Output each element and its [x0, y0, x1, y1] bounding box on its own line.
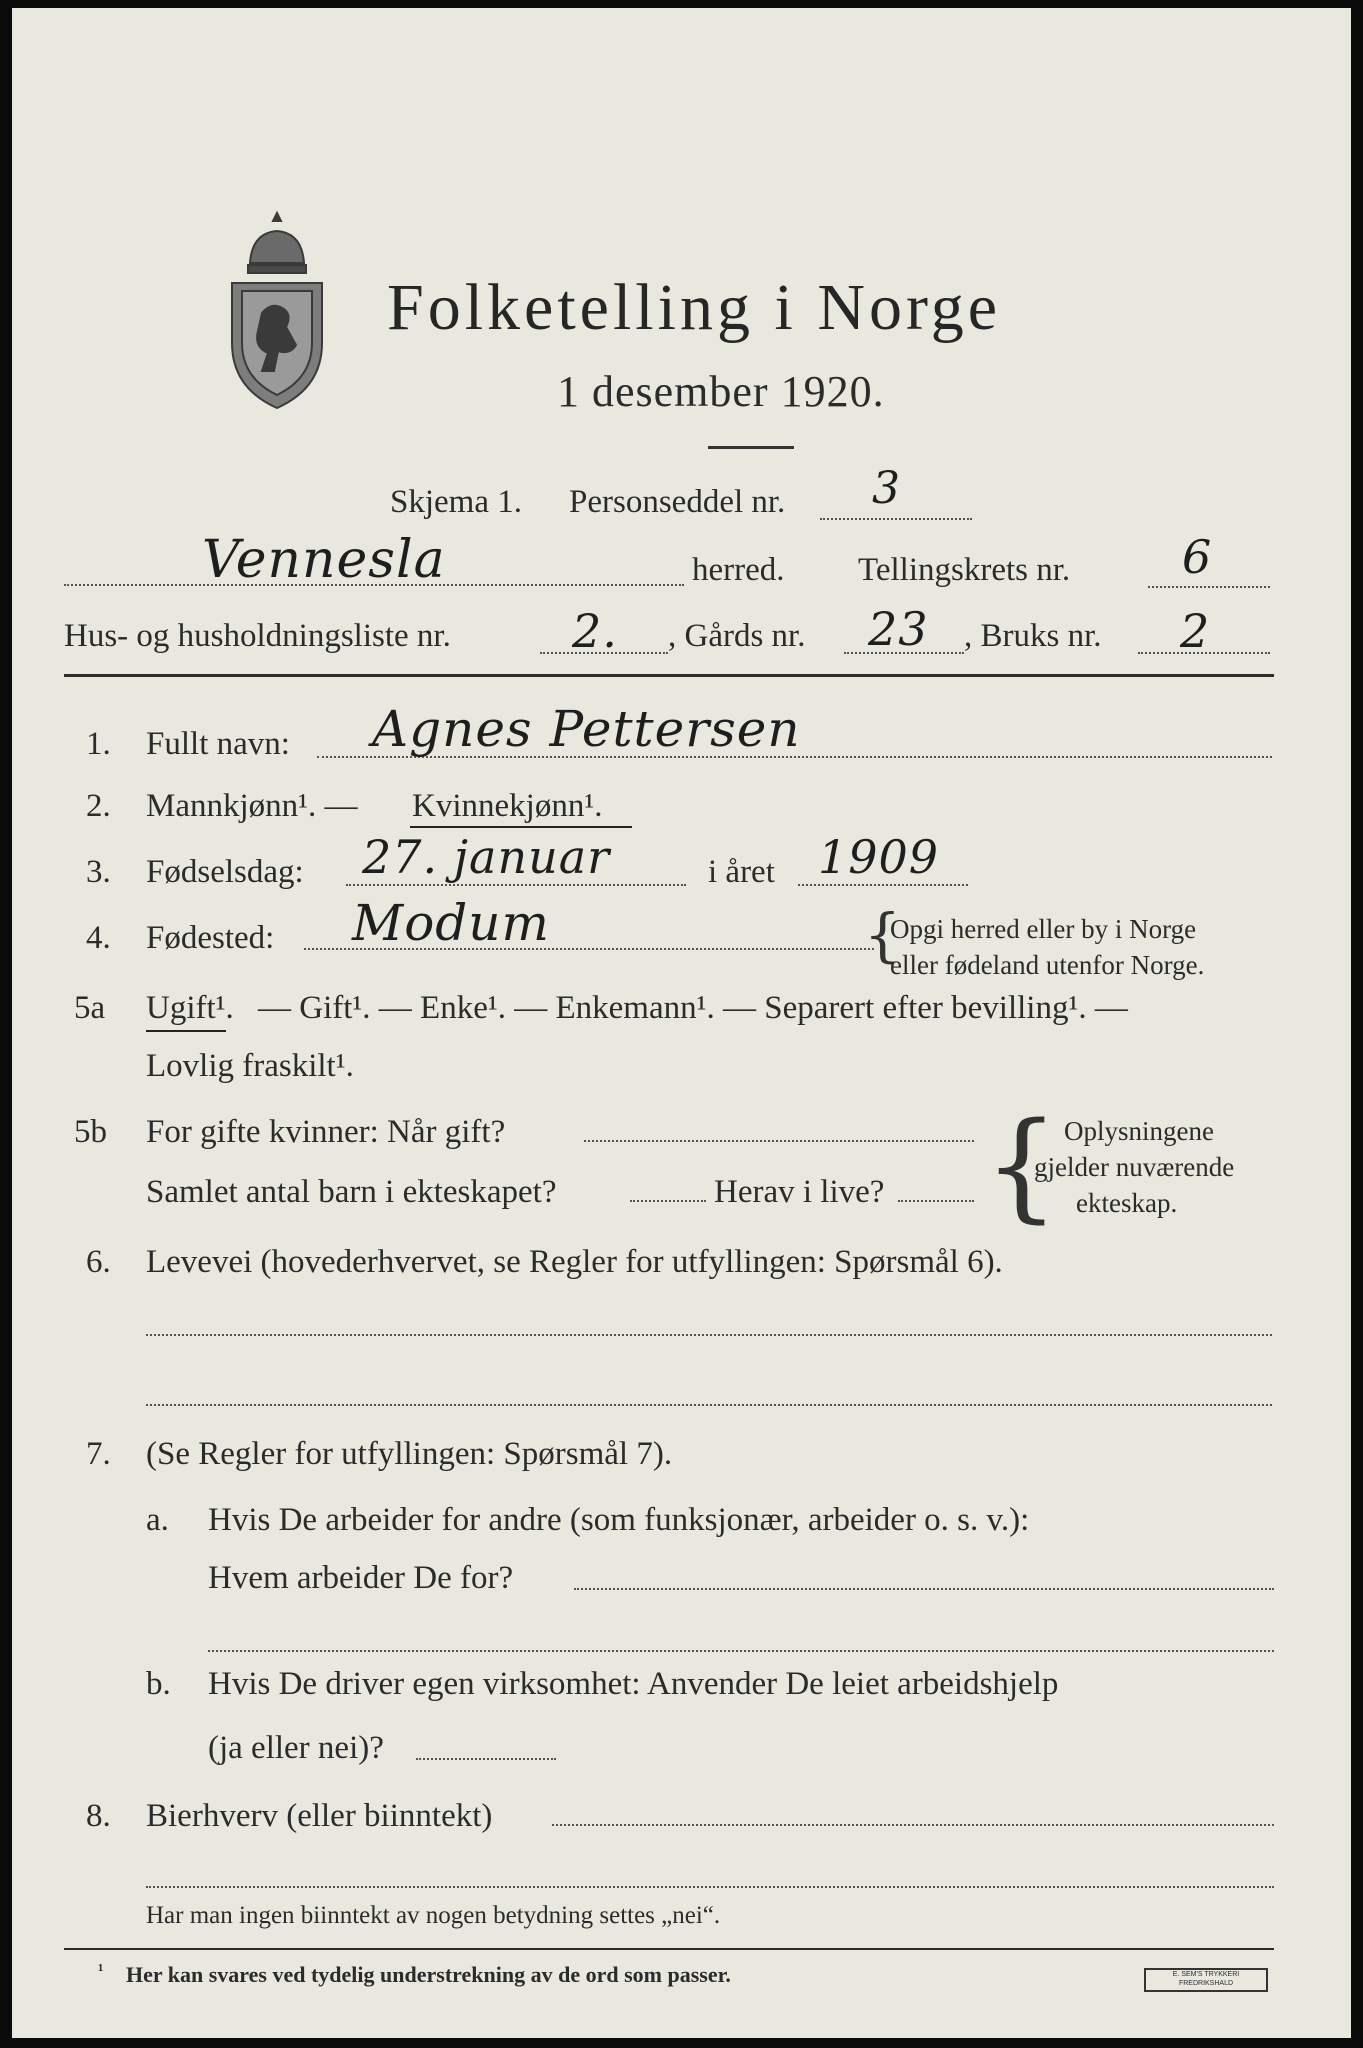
tellingskrets-label: Tellingskrets nr.: [858, 552, 1071, 588]
q4-note-line2: eller fødeland utenfor Norge.: [890, 950, 1205, 980]
alive-line: [898, 1200, 974, 1202]
q7a-letter: a.: [146, 1502, 169, 1538]
q2-number: 2.: [86, 788, 111, 824]
footer-note: Har man ingen biinntekt av nogen betydning settes „nei“.: [146, 1902, 721, 1929]
occupation-line1[interactable]: [146, 1334, 1272, 1336]
q4-number: 4.: [86, 920, 111, 956]
q1-label: Fullt navn:: [146, 726, 290, 762]
year-label: i året: [708, 854, 775, 890]
side-income-line2[interactable]: [146, 1886, 1274, 1888]
birthday-value[interactable]: 27. januar: [362, 830, 611, 884]
form-title: Folketelling i Norge: [387, 271, 1002, 344]
q7b-line1: Hvis De driver egen virksomhet: Anvender De leiet arbeidshjelp: [208, 1666, 1059, 1702]
q8-label: Bierhverv (eller biinntekt): [146, 1798, 493, 1834]
female-option[interactable]: Kvinnekjønn¹.: [412, 788, 603, 824]
unmarried-underline: [146, 1030, 226, 1032]
footer-rule: [64, 1948, 1274, 1950]
gards-value[interactable]: 23: [868, 602, 929, 656]
children-line: [630, 1200, 706, 1202]
q4-note-line1: Opgi herred eller by i Norge: [890, 914, 1197, 944]
husholdning-value[interactable]: 2.: [572, 604, 618, 658]
schema-label: Skjema 1.: [390, 484, 522, 520]
census-date: 1 desember 1920.: [557, 367, 885, 416]
census-form-page: [12, 8, 1351, 2038]
bruks-label: , Bruks nr.: [964, 618, 1102, 654]
personseddel-line: [820, 518, 972, 520]
q6-label: Levevei (hovederhvervet, se Regler for utfyllingen: Spørsmål 6).: [146, 1244, 1003, 1280]
title-divider: [708, 446, 794, 449]
q4-label: Fødested:: [146, 920, 275, 956]
marital-options[interactable]: — Gift¹. — Enke¹. — Enkemann¹. — Separert efter bevilling¹. —: [258, 990, 1128, 1026]
q3-number: 3.: [86, 854, 111, 890]
q5b-note-line3: ekteskap.: [1076, 1188, 1178, 1218]
q7a-line2: Hvem arbeider De for?: [208, 1560, 514, 1596]
footnote-mark: ¹: [98, 1960, 104, 1980]
tellingskrets-line: [1148, 586, 1270, 588]
bleed-through-text: [322, 108, 329, 138]
occupation-line2[interactable]: [146, 1404, 1272, 1406]
q7b-letter: b.: [146, 1666, 171, 1702]
header-rule: [64, 674, 1274, 677]
gards-label: , Gårds nr.: [668, 618, 806, 654]
q7a-line1: Hvis De arbeider for andre (som funksjonær, arbeider o. s. v.):: [208, 1502, 1030, 1538]
male-option[interactable]: Mannkjønn¹. —: [146, 788, 358, 824]
q8-number: 8.: [86, 1798, 111, 1834]
side-income-line1[interactable]: [552, 1824, 1274, 1826]
bruks-value[interactable]: 2: [1180, 604, 1211, 658]
q5b-children-label: Samlet antal barn i ekteskapet?: [146, 1174, 557, 1210]
q5b-note-line2: gjelder nuværende: [1034, 1152, 1235, 1182]
q5a-number: 5a: [74, 990, 106, 1026]
footnote-text: Her kan svares ved tydelig understrekning av de ord som passer.: [126, 1962, 731, 1987]
birth-year-value[interactable]: 1909: [818, 830, 940, 884]
q5b-note-line1: Oplysningene: [1064, 1116, 1214, 1146]
married-date-line: [584, 1140, 974, 1142]
q3-label: Fødselsdag:: [146, 854, 304, 890]
q7-number: 7.: [86, 1436, 111, 1472]
unmarried-option[interactable]: Ugift¹.: [146, 990, 234, 1026]
tellingskrets-value[interactable]: 6: [1182, 530, 1213, 584]
q5b-number: 5b: [74, 1114, 107, 1150]
q6-number: 6.: [86, 1244, 111, 1280]
q4-brace: {: [864, 901, 901, 969]
female-underline: [410, 826, 632, 828]
q5b-brace: {: [984, 1096, 1060, 1234]
herred-label: herred.: [692, 552, 785, 588]
full-name-value[interactable]: Agnes Pettersen: [372, 700, 801, 758]
norwegian-coat-of-arms-icon: [222, 203, 332, 413]
personseddel-label: Personseddel nr.: [569, 484, 786, 520]
printer-stamp: E. SEM'S TRYKKERI FREDRIKSHALD: [1144, 1968, 1268, 1992]
employer-line2[interactable]: [208, 1650, 1274, 1652]
herred-value[interactable]: Vennesla: [202, 530, 446, 590]
q7-label: (Se Regler for utfyllingen: Spørsmål 7).: [146, 1436, 673, 1472]
personseddel-value[interactable]: 3: [872, 463, 901, 514]
birthplace-value[interactable]: Modum: [352, 894, 550, 952]
birthday-line: [346, 884, 686, 886]
q7b-line2: (ja eller nei)?: [208, 1730, 384, 1766]
q1-number: 1.: [86, 726, 111, 762]
q5b-alive-label: Herav i live?: [714, 1174, 885, 1210]
year-line: [798, 884, 968, 886]
hired-help-line[interactable]: [416, 1758, 556, 1760]
q5b-line1: For gifte kvinner: Når gift?: [146, 1114, 506, 1150]
employer-line1[interactable]: [574, 1588, 1274, 1590]
husholdning-label: Hus- og husholdningsliste nr.: [64, 618, 451, 654]
divorced-option[interactable]: Lovlig fraskilt¹.: [146, 1048, 354, 1084]
